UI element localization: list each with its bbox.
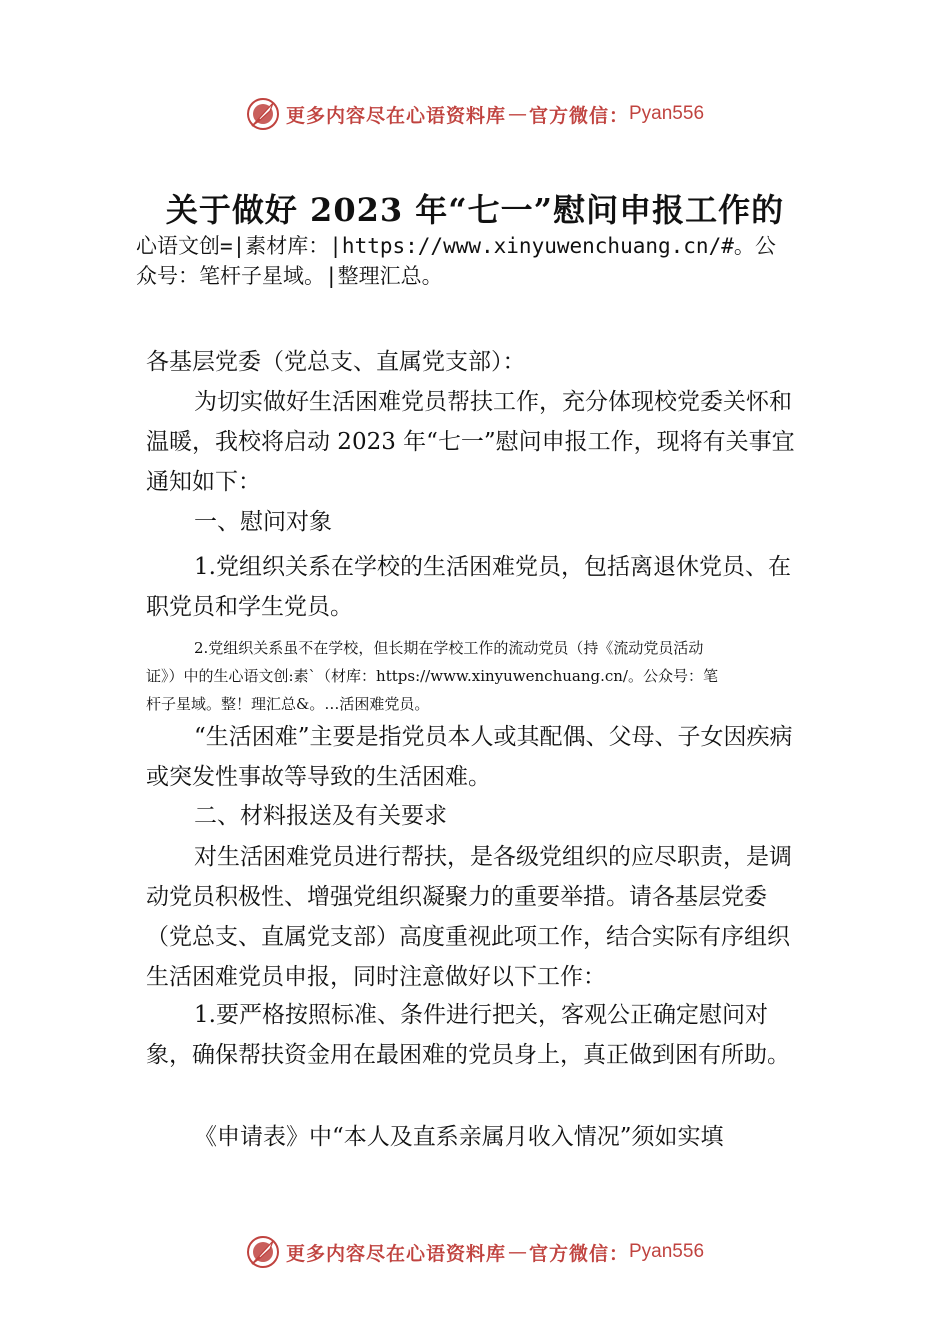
document-title: 关于做好 2023 年“七一”慰问申报工作的 [165, 191, 785, 229]
quill-pen-logo-icon [246, 1235, 280, 1269]
definition-paragraph: “生活困难”主要是指党员本人或其配偶、父母、子女因疾病或突发性事故等导致的生活困难。 [146, 724, 793, 790]
banner-handle: Pyan556 [629, 103, 705, 124]
source-note [136, 231, 836, 291]
requirement-1-continued: 《申请表》中“本人及直系亲属月收入情况”须如实填 [194, 1124, 724, 1150]
item-2 [146, 634, 806, 718]
banner-separator: — [507, 1241, 527, 1263]
section-2-heading: 二、材料报送及有关要求 [194, 803, 447, 829]
salutation: 各基层党委（党总支、直属党支部）： [146, 349, 526, 375]
section-1-heading: 一、慰问对象 [194, 509, 332, 535]
source-note-line-2: 众号：笔杆子星域。|整理汇总。 [136, 264, 443, 288]
banner-label: 官方微信： [528, 1242, 629, 1265]
source-note-line-1: 心语文创=|素材库：|https://www.xinyuwenchuang.cn/#。公 [136, 234, 776, 258]
requirements-paragraph: 对生活困难党员进行帮扶，是各级党组织的应尽职责，是调动党员积极性、增强党组织凝聚力的重要举措。请各基层党委（党总支、直属党支部）高度重视此项工作，结合实际有序组织生活困难党员申报，同时注意做好以下工作： [146, 844, 792, 990]
item-2-line-3: 杆子星域。整！理汇总&。…活困难党员。 [146, 695, 430, 713]
footer-banner [0, 1230, 950, 1274]
requirement-1: 1.要严格按照标准、条件进行把关，客观公正确定慰问对象，确保帮扶资金用在最困难的党员身上，真正做到困有所助。 [146, 1002, 790, 1068]
item-2-line-1: 2.党组织关系虽不在学校，但长期在学校工作的流动党员（持《流动党员活动 [194, 639, 704, 657]
header-banner [0, 92, 950, 136]
intro-paragraph: 为切实做好生活困难党员帮扶工作，充分体现校党委关怀和温暖，我校将启动 2023 年“七一”慰问申报工作，现将有关事宜通知如下： [146, 389, 795, 495]
quill-pen-logo-icon [246, 97, 280, 131]
banner-text: 更多内容尽在心语资料库 [285, 104, 506, 127]
item-1: 1.党组织关系在学校的生活困难党员，包括离退休党员、在职党员和学生党员。 [146, 554, 791, 620]
banner-label: 官方微信： [528, 104, 629, 127]
item-2-line-2: 证》）中的生心语文创:素`（材库：https://www.xinyuwenchuang.cn/。公众号：笔 [146, 667, 718, 685]
banner-separator: — [507, 103, 527, 125]
banner-handle: Pyan556 [629, 1241, 705, 1262]
banner-text: 更多内容尽在心语资料库 [285, 1242, 506, 1265]
